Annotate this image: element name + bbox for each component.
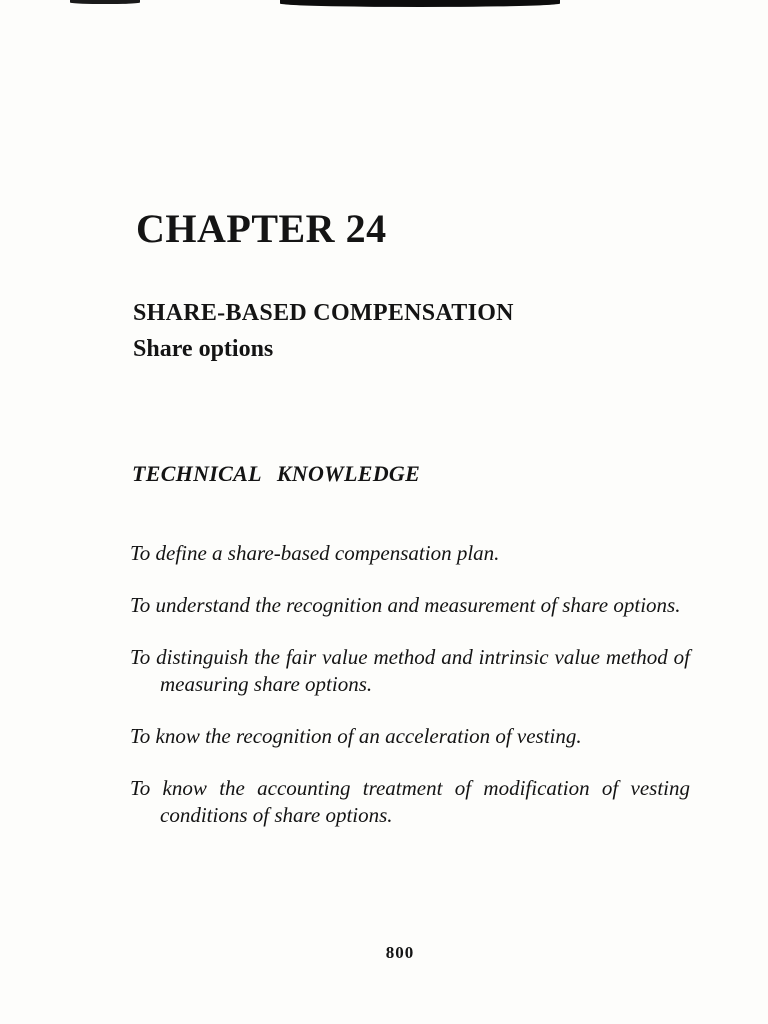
section-heading: TECHNICAL KNOWLEDGE bbox=[132, 461, 421, 486]
objective-item: To define a share-based compensation plan. bbox=[130, 541, 500, 565]
objective-item: To know the recognition of an acceleration of vesting. bbox=[130, 724, 582, 748]
objective-item: To know the accounting treatment of modification of vesting conditions of share options. bbox=[130, 776, 690, 827]
objective-item: To understand the recognition and measurement of share options. bbox=[130, 593, 681, 617]
chapter-title: CHAPTER 24 bbox=[136, 206, 387, 251]
chapter-subtitle: SHARE-BASED COMPENSATION bbox=[133, 300, 514, 326]
chapter-subtitle-secondary: Share options bbox=[133, 336, 274, 362]
learning-objectives-list bbox=[130, 540, 690, 854]
objective-item: To distinguish the fair value method and intrinsic value method of measuring share options. bbox=[130, 645, 690, 696]
page-number: 800 bbox=[385, 943, 415, 962]
